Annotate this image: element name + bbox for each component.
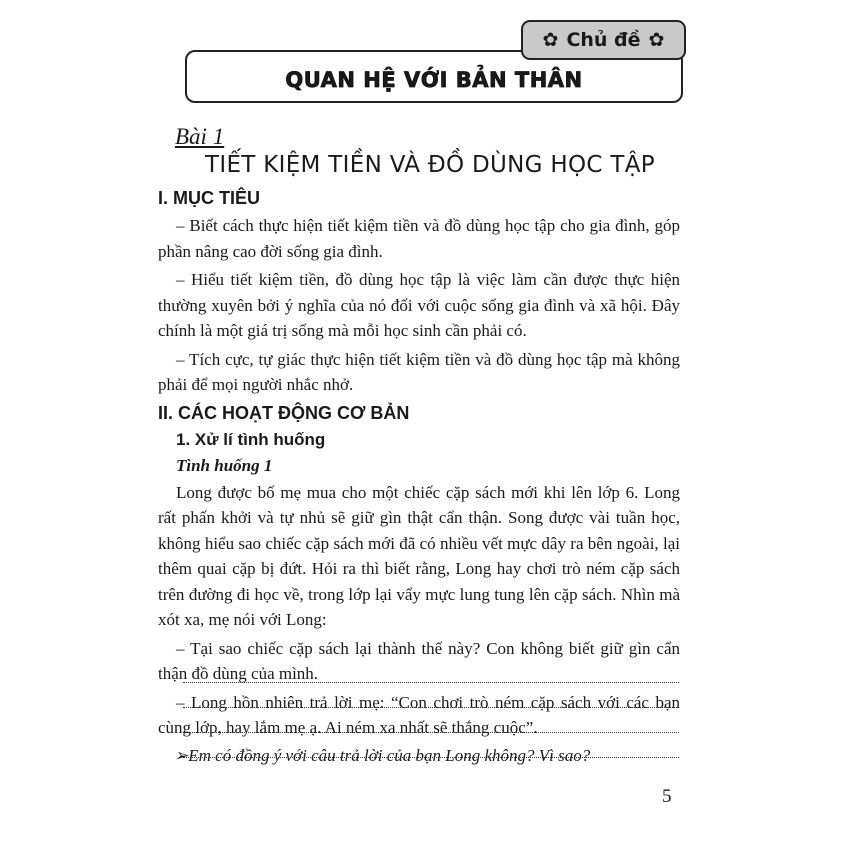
topic-tab bbox=[521, 20, 686, 60]
answer-line[interactable] bbox=[183, 732, 679, 733]
answer-line[interactable] bbox=[183, 757, 679, 758]
activities-heading: II. CÁC HOẠT ĐỘNG CƠ BẢN bbox=[158, 402, 410, 423]
topic-title: QUAN HỆ VỚI BẢN THÂN bbox=[285, 67, 583, 92]
situation-paragraph: Long được bố mẹ mua cho một chiếc cặp sách mới khi lên lớp 6. Long rất phấn khởi và tự nhủ sẽ giữ gìn thật cẩn thận. Song được vài tuần học, không hiểu sao chiếc cặp sách mới đã có nhiều vết mực dây ra bên ngoài, lại thêm quai cặp bị đứt. Hỏi ra thì biết rằng, Long hay chơi trò ném cặp sách trên đường đi học về, trong lớp lại vẩy mực lung tung lên cặp sách. Nhìn mà xót xa, mẹ nói với Long: bbox=[158, 482, 680, 629]
question-text: Em có đồng ý với câu trả lời của bạn Long không? Vì sao? bbox=[188, 745, 591, 765]
flower-icon: ✿ bbox=[648, 29, 665, 51]
flower-icon: ✿ bbox=[542, 29, 559, 51]
answer-line[interactable] bbox=[183, 707, 679, 708]
objective-paragraph: – Hiểu tiết kiệm tiền, đồ dùng học tập là việc làm cần được thực hiện thường xuyên bởi ý nghĩa của nó đối với cuộc sống gia đình và xã hội. Đây chính là một giá trị sống mà mỗi học sinh cần phải có. bbox=[158, 270, 680, 340]
situation-label: Tình huống 1 bbox=[176, 455, 273, 475]
situation-paragraph: – Long hồn nhiên trả lời mẹ: “Con chơi trò ném cặp sách với các bạn cùng lớp, hay lắm mẹ ạ. Ai ném xa nhất sẽ thắng cuộc”. bbox=[158, 692, 680, 737]
lesson-number: Bài 1 bbox=[175, 124, 225, 149]
lesson-content bbox=[158, 186, 680, 768]
answer-line[interactable] bbox=[183, 682, 679, 683]
objectives-heading: I. MỤC TIÊU bbox=[158, 188, 260, 208]
page-number: 5 bbox=[662, 786, 672, 807]
arrow-bullet-icon: ➢ bbox=[174, 745, 189, 765]
objective-paragraph: – Tích cực, tự giác thực hiện tiết kiệm tiền và đồ dùng học tập mà không phải để mọi người nhắc nhở. bbox=[158, 349, 680, 394]
activity-subheading: 1. Xử lí tình huống bbox=[176, 429, 326, 449]
topic-tab-label: Chủ đề bbox=[566, 29, 641, 51]
question bbox=[174, 744, 680, 768]
situation-paragraph: – Tại sao chiếc cặp sách lại thành thế này? Con không biết giữ gìn cẩn thận đồ dùng của mình. bbox=[158, 638, 680, 683]
objective-paragraph: – Biết cách thực hiện tiết kiệm tiền và đồ dùng học tập cho gia đình, góp phần nâng cao đời sống gia đình. bbox=[158, 216, 680, 261]
lesson-title: TIẾT KIỆM TIỀN VÀ ĐỒ DÙNG HỌC TẬP bbox=[205, 152, 655, 178]
